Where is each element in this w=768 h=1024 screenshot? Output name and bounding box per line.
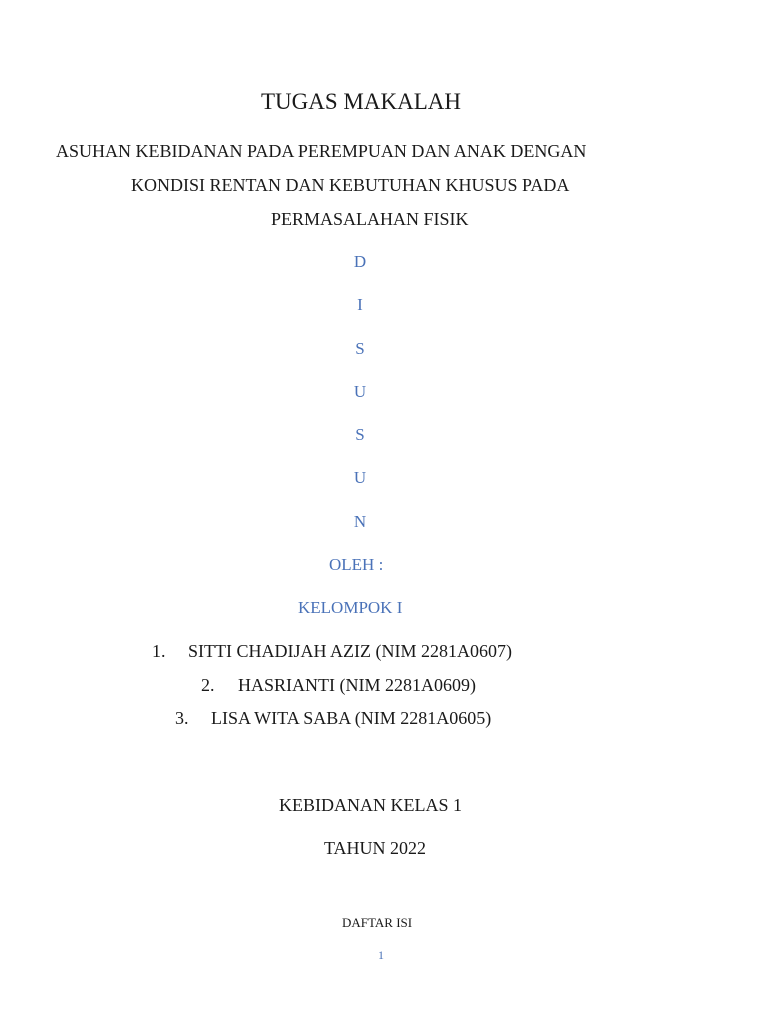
member-name: SITTI CHADIJAH AZIZ (NIM 2281A0607) [188, 641, 512, 661]
member-name: HASRIANTI (NIM 2281A0609) [238, 675, 476, 695]
member-list-item [175, 709, 491, 727]
disusun-letter: D [353, 252, 367, 271]
disusun-letter: U [353, 468, 367, 487]
subtitle-line-2: KONDISI RENTAN DAN KEBUTUHAN KHUSUS PADA [131, 175, 570, 195]
class-label: KEBIDANAN KELAS 1 [279, 795, 462, 815]
disusun-letter: I [357, 295, 363, 314]
subtitle-line-3: PERMASALAHAN FISIK [271, 209, 469, 229]
subtitle-line-1: ASUHAN KEBIDANAN PADA PEREMPUAN DAN ANAK DENGAN [56, 141, 587, 161]
disusun-letter: S [355, 339, 365, 358]
member-list-item [201, 676, 476, 694]
disusun-letter: U [353, 382, 367, 401]
disusun-letter: S [355, 425, 365, 444]
member-number: 2. [201, 675, 215, 695]
member-number: 1. [152, 641, 166, 661]
disusun-letter: N [353, 512, 367, 531]
member-list-item [152, 642, 512, 660]
table-of-contents-heading: DAFTAR ISI [342, 915, 413, 930]
year-label: TAHUN 2022 [324, 838, 427, 858]
document-title: TUGAS MAKALAH [261, 89, 461, 114]
member-number: 3. [175, 708, 189, 728]
oleh-label: OLEH : [329, 555, 384, 574]
page-number: 1 [378, 948, 384, 962]
member-name: LISA WITA SABA (NIM 2281A0605) [211, 708, 492, 728]
kelompok-label: KELOMPOK I [298, 598, 403, 617]
